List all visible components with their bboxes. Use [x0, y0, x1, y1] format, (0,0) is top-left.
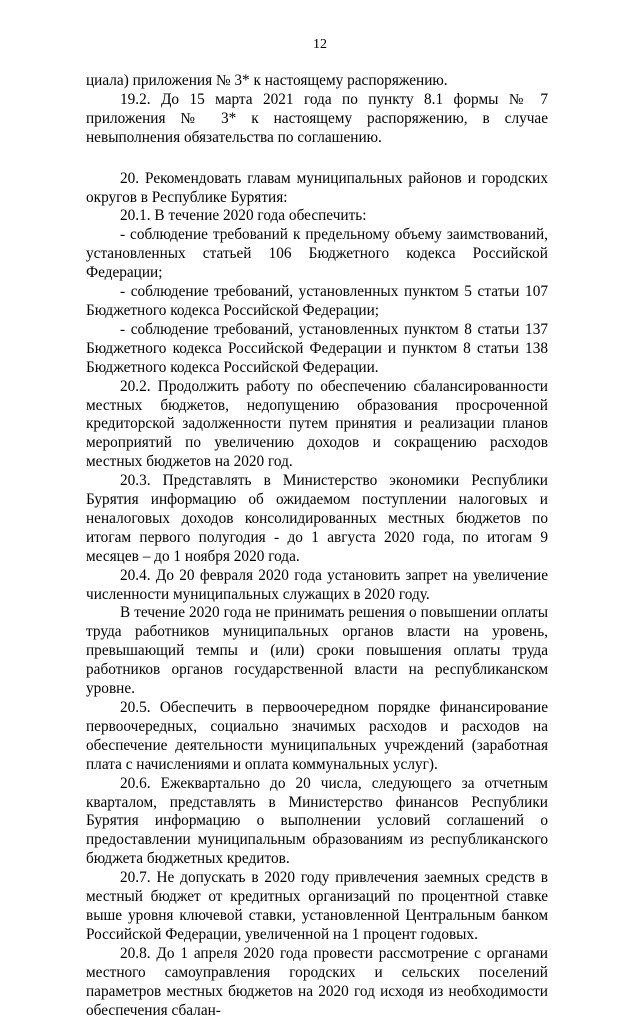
- paragraph-20-3: 20.3. Представлять в Министерство экономики Республики Бурятия информацию об ожидаемом поступлении налоговых и неналоговых доходов консолидированных местных бюджетов по итогам первого полугодия - до 1 августа 2020 года, по итогам 9 месяцев – до 1 ноября 2020 года.: [86, 472, 548, 565]
- paragraph-20-1: 20.1. В течение 2020 года обеспечить:: [120, 207, 367, 225]
- list-item-borrowing-limit: - соблюдение требований к предельному объему заимствований, установленных статьей 106 Бюджетного кодекса Российской Федерации;: [86, 226, 548, 282]
- list-item-article-107: - соблюдение требований, установленных пунктом 5 статьи 107 Бюджетного кодекса Российской Федерации;: [86, 283, 548, 319]
- document-body: [86, 72, 548, 1020]
- paragraph-salary-freeze: В течение 2020 года не принимать решения о повышении оплаты труда работников муниципальных органов власти на уровень, превышающий темпы и (или) сроки повышения оплаты труда работников органов государственной власти на республиканском уровне.: [86, 604, 548, 698]
- paragraph-20-8: 20.8. До 1 апреля 2020 года провести рассмотрение с органами местного самоуправления городских и сельских поселений параметров местных бюджетов на 2020 год исходя из необходимости обеспечения сбалан-: [86, 944, 548, 1019]
- paragraph-20-7: 20.7. Не допускать в 2020 году привлечения заемных средств в местный бюджет от кредитных организаций по процентной ставке выше уровня ключевой ставки, установленной Центральным банком Российской Федерации, увеличенной на 1 процент годовых.: [86, 869, 548, 943]
- page-number: 12: [313, 37, 327, 52]
- paragraph-20-5: 20.5. Обеспечить в первоочередном порядке финансирование первоочередных, социально значимых расходов и расходов на обеспечение деятельности муниципальных учреждений (заработная плата с начислениями и оплата коммунальных услуг).: [86, 699, 548, 773]
- paragraph-20: 20. Рекомендовать главам муниципальных районов и городских округов в Республике Бурятия:: [86, 169, 548, 206]
- paragraph-continuation: циала) приложения № 3* к настоящему распоряжению.: [86, 72, 448, 89]
- list-item-article-137-138: - соблюдение требований, установленных пунктом 8 статьи 137 Бюджетного кодекса Российской Федерации и пунктом 8 статьи 138 Бюджетного кодекса Российской Федерации.: [86, 320, 548, 376]
- paragraph-20-4: 20.4. До 20 февраля 2020 года установить запрет на увеличение численности муниципальных служащих в 2020 году.: [86, 566, 548, 603]
- paragraph-19-2: 19.2. До 15 марта 2021 года по пункту 8.1 формы № 7 приложения № 3* к настоящему распоряжению, в случае невыполнения обязательства по соглашению.: [86, 90, 548, 146]
- paragraph-20-2: 20.2. Продолжить работу по обеспечению сбалансированности местных бюджетов, недопущению образования просроченной кредиторской задолженности путем принятия и реализации планов мероприятий по увеличению доходов и сокращению расходов местных бюджетов на 2020 год.: [86, 377, 548, 471]
- paragraph-20-6: 20.6. Ежеквартально до 20 числа, следующего за отчетным кварталом, представлять в Министерство финансов Республики Бурятия информацию о выполнении условий соглашений о предоставлении муниципальным образованиям из республиканского бюджета бюджетных кредитов.: [86, 774, 548, 868]
